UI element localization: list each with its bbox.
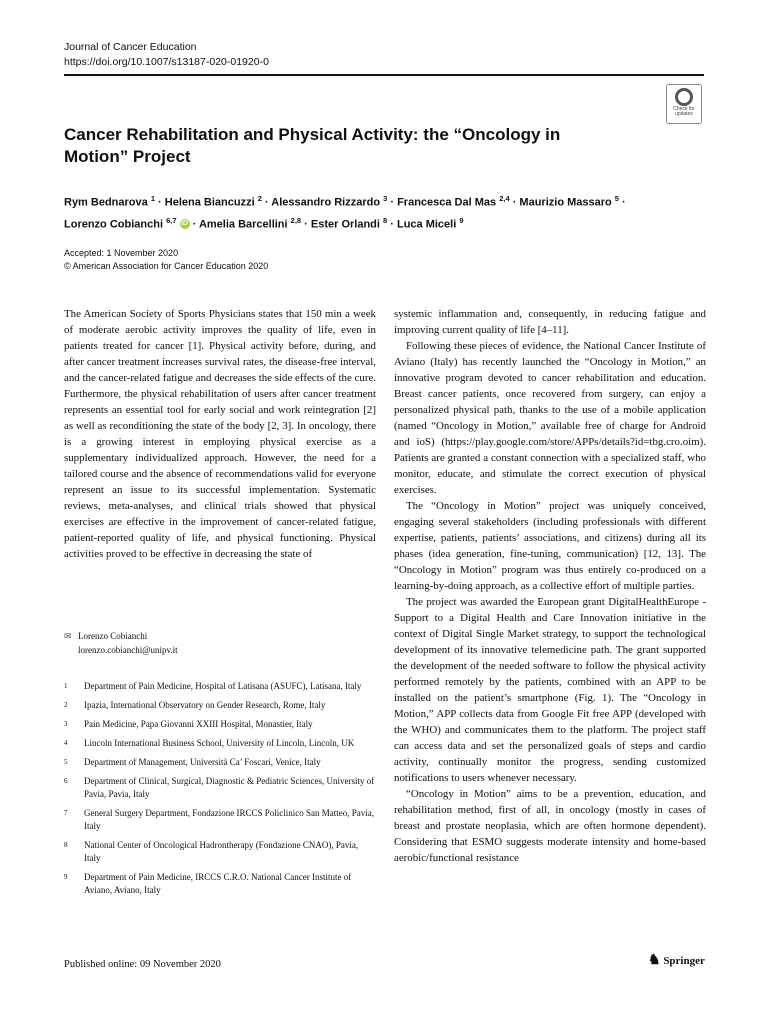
article-title: Cancer Rehabilitation and Physical Activity: the “Oncology in Motion” Project xyxy=(64,125,561,166)
article-meta xyxy=(64,247,268,273)
body-right-column xyxy=(394,306,706,866)
author[interactable]: Alessandro Rizzardo xyxy=(271,196,381,209)
author[interactable]: Ester Orlandi xyxy=(310,218,380,231)
affiliation-item: 9 Department of Pain Medicine, IRCCS C.R.O. National Cancer Institute of Aviano, Aviano, Italy xyxy=(64,872,352,895)
paragraph: Following these pieces of evidence, the National Cancer Institute of Aviano (Italy) has recently launched the “Oncology in Motion,” an innovative program devoted to cancer rehabilitation and education. Breast cancer patients, once recovered from surgery, can enjoy a personalized physical path, thanks to the use of a mobile application (named “Oncology in Motion,” available free of charge for Android and ioS) (https://play.google.com/store/APPs/details?id=tbg.cro.oim). Patients are granted a constant connection with a specialized staff, who monitor, educate, and stimulate the correct execution of physical exercises. xyxy=(394,340,706,496)
check-for-updates-badge[interactable] xyxy=(666,84,702,124)
affiliation-item: 5 Department of Management, Università Ca’ Foscari, Venice, Italy xyxy=(64,757,321,767)
paragraph: The project was awarded the European grant DigitalHealthEurope - Support to a Digital Health and Care Innovation initiative in the context of Digital Single Market strategy, to support the technological development of its innovative telemedicine path. The grant supported the development of the needed software to follow the physical activity performed remotely by the patients, combined with an APP to be installed on the patient’s smartphone (Fig. 1). The “Oncology in Motion,” APP collects data from Google Fit free APP (developed with the WHO) and communicates them to the platform. The project staff can access data and set the personalized goals of steps and cardio activity, continually monitor the progress, sending customized notifications to users whenever necessary. xyxy=(394,596,706,784)
paragraph: “Oncology in Motion” aims to be a prevention, education, and rehabilitation method, first of all, in oncology (mostly in cases of breast and prostate neoplasia, which are often hormone dependent). Considering that ESMO suggests moderate intensity and home-based aerobic/functional resistance xyxy=(394,788,706,864)
accepted-date: Accepted: 1 November 2020 xyxy=(64,248,179,258)
badge-label: Check for updates xyxy=(673,106,695,117)
author[interactable]: Amelia Barcellini xyxy=(198,218,288,231)
journal-header xyxy=(64,40,269,70)
header-rule xyxy=(64,74,704,76)
journal-name: Journal of Cancer Education xyxy=(64,41,197,53)
corresponding-author: Lorenzo Cobianchi xyxy=(78,631,148,641)
author[interactable]: Maurizio Massaro xyxy=(519,196,612,209)
body-left-column xyxy=(64,306,376,562)
paragraph: The American Society of Sports Physicians states that 150 min a week of moderate aerobic activity improves the quality of life, even in patients treated for cancer [1]. Physical activity before, during, and after cancer treatment increases survival rates, the disease-free interval, and the cancer-related fatigue and decreases the side effects of the cure. Furthermore, the physical rehabilitation of users after cancer treatment represents an essential tool for early social and work reintegration [2] as well as reconditioning the state of the body [2, 3]. In oncology, there is a growing interest in employing physical exercise as a supplementary individualized approach. However, the need for a tailored course and the absence of recommendations valid for everyone represent an issue to its successful implementation. Systematic reviews, meta-analyses, and clinical trials showed that physical exercises are effective in the improvement of cancer-related fatigue, patient-reported quality of life, and physical functioning. Physical activities proved to be effective in decreasing the state of xyxy=(64,308,376,560)
author[interactable]: Helena Biancuzzi xyxy=(164,196,255,209)
copyright-line: © American Association for Cancer Education 2020 xyxy=(64,261,269,271)
corresponding-email[interactable]: lorenzo.cobianchi@unipv.it xyxy=(78,645,178,655)
affiliations xyxy=(64,680,376,903)
paragraph: The “Oncology in Motion” project was uniquely conceived, engaging several stakeholders (including professionals with different expertise, patients, patients’ associations, and citizens) during all its phases (idea generation, fine-tuning, communication) [12, 13]. The “Oncology in Motion” program was thus entirely co-produced on a learning-by-doing approach, as a collective effort of multiple parties. xyxy=(394,500,706,592)
paragraph: systemic inflammation and, consequently, in reducing fatigue and improving current quality of life [4–11]. xyxy=(394,308,706,336)
affiliation-item: 1 Department of Pain Medicine, Hospital of Latisana (ASUFC), Latisana, Italy xyxy=(64,681,362,691)
author[interactable]: Luca Miceli xyxy=(396,218,457,231)
affiliation-item: 8 National Center of Oncological Hadrontherapy (Fondazione CNAO), Pavia, Italy xyxy=(64,840,359,863)
author[interactable]: Lorenzo Cobianchi xyxy=(64,218,163,231)
author-list: Rym Bednarova $^1$ · Helena Biancuzzi $^2$ · Alessandro Rizzardo $^3$ · Francesca Dal Mas $^{2,4}$ · Maurizio Massaro $^5$ · Lorenzo Cobianchi $^{6,7}$ iD · Amelia Barcellini $^{2,8}$ · Ester Orlandi $^8$ · Luca Miceli $^9$ xyxy=(64,194,626,231)
doi-link[interactable]: https://doi.org/10.1007/s13187-020-01920-0 xyxy=(64,56,269,68)
affiliation-item: 6 Department of Clinical, Surgical, Diagnostic & Pediatric Sciences, University of Pavia, Pavia, Italy xyxy=(64,776,375,799)
envelope-icon: ✉ xyxy=(64,631,72,641)
affiliation-item: 3 Pain Medicine, Papa Giovanni XXIII Hospital, Monastier, Italy xyxy=(64,719,313,729)
publisher-logo: ♞ Springer xyxy=(648,953,705,968)
published-date: Published online: 09 November 2020 xyxy=(64,959,221,970)
affiliation-item: 2 Ipazia, International Observatory on Gender Research, Rome, Italy xyxy=(64,700,326,710)
springer-horse-icon: ♞ xyxy=(648,953,661,968)
affiliation-item: 7 General Surgery Department, Fondazione IRCCS Policlinico San Matteo, Pavia, Italy xyxy=(64,808,375,831)
affiliation-item: 4 Lincoln International Business School, University of Lincoln, Lincoln, UK xyxy=(64,738,355,748)
author[interactable]: Francesca Dal Mas xyxy=(397,196,497,209)
correspondence xyxy=(64,629,178,657)
update-icon xyxy=(675,88,693,106)
orcid-icon[interactable]: iD xyxy=(181,220,189,228)
author[interactable]: Rym Bednarova xyxy=(64,196,148,209)
